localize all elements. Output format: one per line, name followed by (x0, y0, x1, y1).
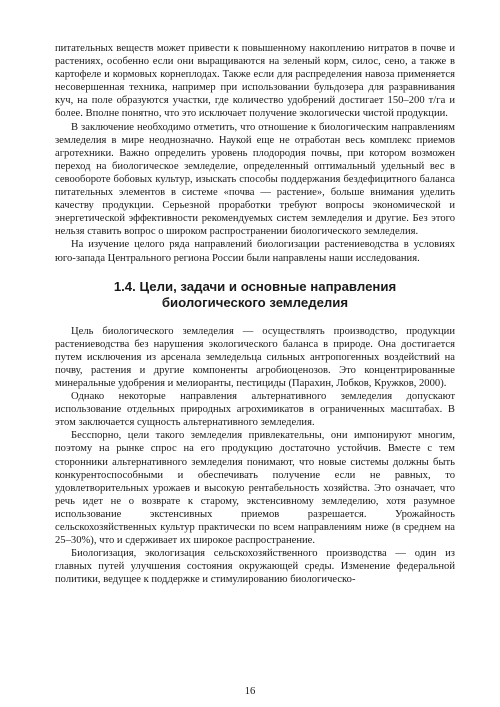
section-heading-line-1: 1.4. Цели, задачи и основные направления (113, 278, 397, 294)
paragraph-3: На изучение целого ряда направлений биологизации растениеводства в условиях юго-запада Центрального региона России были направлены наши исследования. (55, 239, 455, 264)
section-heading (55, 279, 455, 311)
page-number: 16 (244, 686, 256, 697)
page-body (55, 42, 455, 586)
paragraph-5: Однако некоторые направления альтернативного земледелия допускают использование отдельных природных агрохимикатов в ограниченных масштабах. В этом заключается сущность альтернативного земледелия. (55, 391, 455, 429)
paragraph-2: В заключение необходимо отметить, что отношение к биологическим направлениям земледелия в мире неоднозначно. Наукой еще не отработан весь комплекс приемов агротехники. Важно определить уровень плодородия почвы, при котором возможен переход на биологическое земледелие, определенный оптимальный удельный вес в севообороте бобовых культур, изыскать способы поддержания бездефицитного баланса питательных элементов в системе «почва — растение», больше внимания уделить качеству продукции. Серьезной проработки требуют вопросы экономической и энергетической эффективности рекомендуемых систем земледелия и другие. Без этого нельзя ставить вопрос о широком распространении биологического земледелия. (55, 121, 455, 238)
paragraph-1: питательных веществ может привести к повышенному накоплению нитратов в почве и растениях, особенно если они выращиваются на зеленый корм, силос, сено, а также в картофеле и кормовых корнеплодах. Также если для распределения навоза применяется несовершенная техника, например при использовании бульдозера для разравнивания куч, на поле образуются участки, где количество удобрений достигает 150–200 т/га и более. Вполне понятно, что это исключает получение экологически чистой продукции. (55, 43, 455, 120)
paragraph-4: Цель биологического земледелия — осуществлять производство, продукции растениеводства без нарушения экологического баланса в природе. Она достигается путем исключения из арсенала земледельца сильных антропогенных воздействий на почву, растения и другие компоненты агробиоценозов. Это концентрированные минеральные удобрения и мелиоранты, пестициды (Парахин, Лобков, Кружков, 2000). (55, 325, 455, 389)
section-heading-line-2: биологического земледелия (161, 294, 349, 310)
paragraph-6: Бесспорно, цели такого земледелия привлекательны, они импонируют многим, поэтому на рынке спрос на его продукцию достаточно устойчив. Вместе с тем сторонники альтернативного земледелия понимают, что новые системы должны быть конкурентоспособными и обеспечивать получение если не равных, то удовлетворительных урожаев и высокую рентабельность хозяйства. Это означает, что речь идет не о возврате к старому, экстенсивному земледелию, хотя разумное использование экстенсивных приемов разрешается. Урожайность сельскохозяйственных культур практически по всем направлениям ниже (в среднем на 25–30%), что и сдерживает их широкое распространение. (55, 430, 455, 547)
paragraph-7: Биологизация, экологизация сельскохозяйственного производства — один из главных путей улучшения состояния окружающей среды. Изменение федеральной политики, ведущее к поддержке и стимулированию биологическо- (55, 548, 455, 586)
